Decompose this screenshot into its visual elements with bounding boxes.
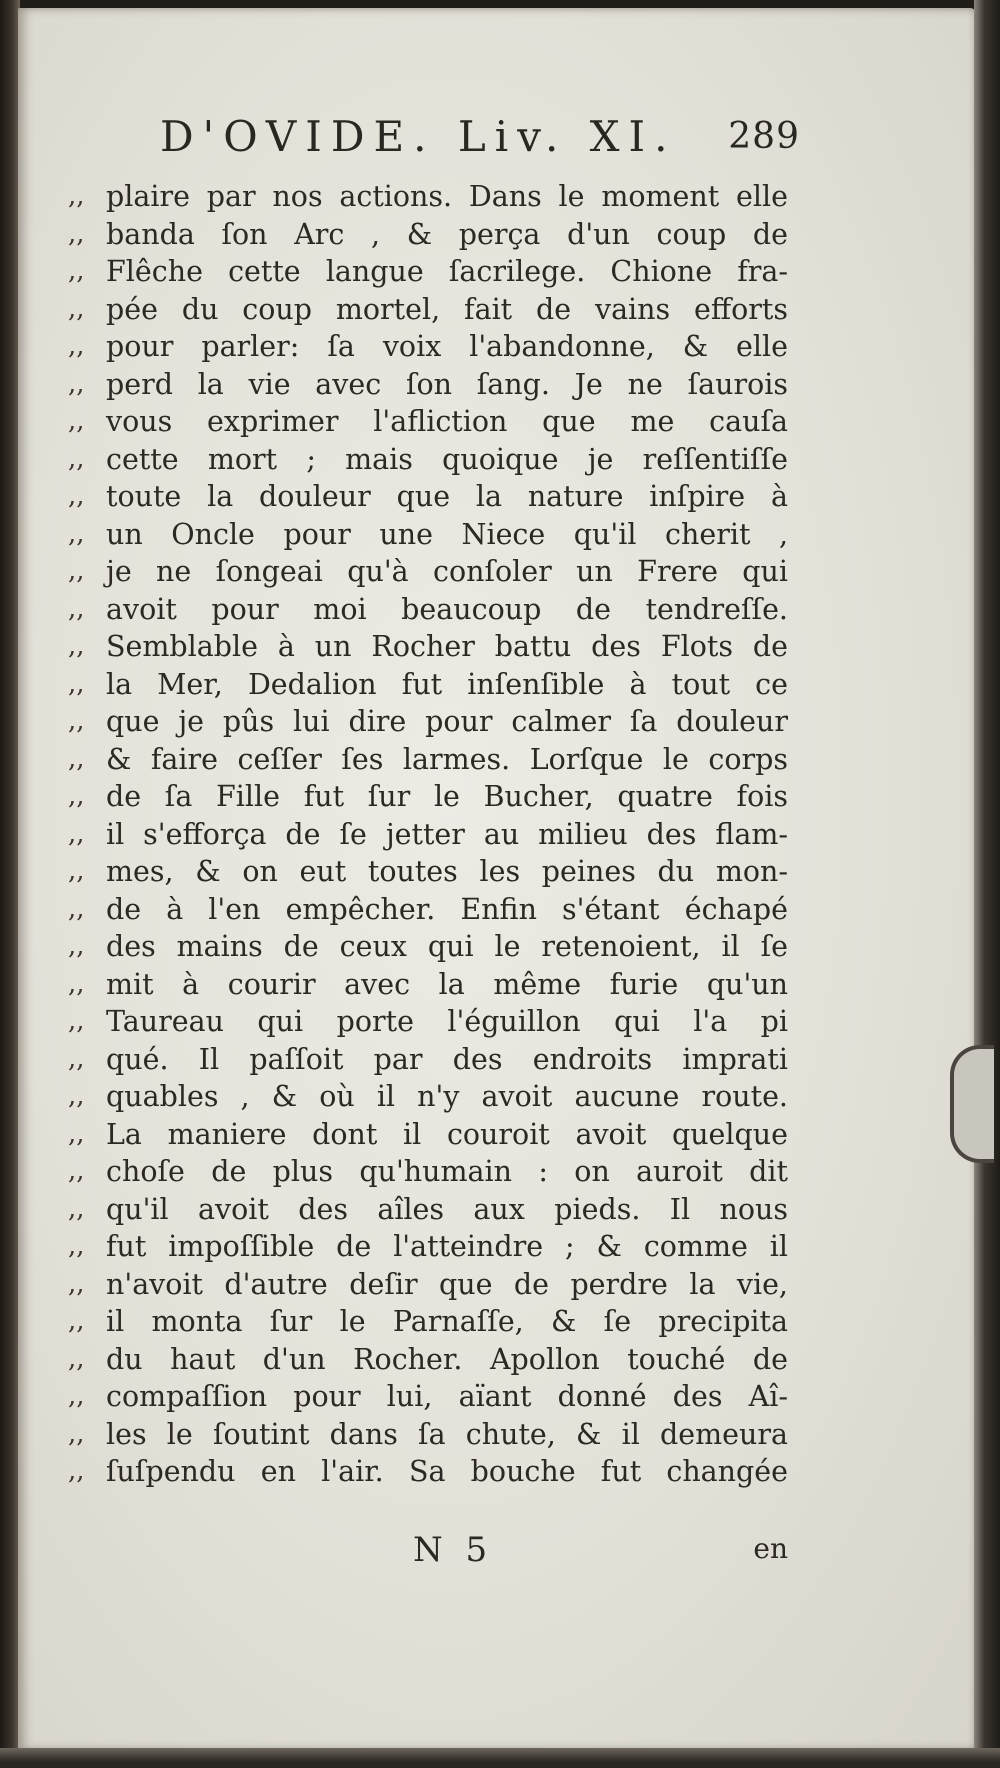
text-line (68, 741, 788, 779)
signature-mark: N 5 (413, 1530, 494, 1570)
line-text: choſe de plus qu'humain : on auroit dit (106, 1155, 788, 1188)
text-line (68, 1078, 788, 1116)
quotation-mark: ,, (68, 1381, 85, 1411)
quotation-mark: ,, (68, 631, 85, 661)
quotation-mark: ,, (68, 331, 85, 361)
line-text: cette mort ; mais quoique je reſſentiſſe (106, 442, 788, 476)
text-line (68, 928, 788, 966)
quotation-mark: ,, (68, 256, 85, 286)
line-text: avoit pour moi beaucoup de tendreſſe. (106, 592, 788, 626)
text-line (68, 1003, 788, 1041)
scan-bottom-border (0, 1748, 1000, 1768)
line-text: que je pûs lui dire pour calmer ſa douleur (106, 705, 788, 738)
text-line (68, 403, 788, 441)
text-line (68, 178, 788, 216)
line-text: compaſſion pour lui, aïant donné des Aî- (106, 1380, 788, 1413)
catchword: en (753, 1532, 788, 1565)
line-text: Semblable à un Rocher battu des Flots de (106, 630, 788, 663)
quotation-mark: ,, (68, 1306, 85, 1336)
text-line (68, 553, 788, 591)
quotation-mark: ,, (68, 1456, 85, 1486)
text-line (68, 816, 788, 854)
line-text: perd la vie avec ſon ſang. Je ne ſaurois (106, 367, 788, 401)
running-title: D'OVIDE. Liv. XI. (160, 112, 677, 161)
quotation-mark: ,, (68, 556, 85, 586)
quotation-mark: ,, (68, 593, 85, 624)
text-line (68, 1228, 788, 1266)
line-text: pour parler: ſa voix l'abandonne, & elle (106, 330, 788, 363)
line-text: il s'efforça de ſe jetter au milieu des flam- (106, 817, 788, 851)
line-text: des mains de ceux qui le retenoient, il ſe (106, 930, 788, 963)
line-text: quables , & où il n'y avoit aucune route. (106, 1080, 788, 1113)
line-text: ſuſpendu en l'air. Sa bouche fut changée (106, 1455, 788, 1488)
line-text: qu'il avoit des aîles aux pieds. Il nous (106, 1192, 788, 1226)
page-clip-tab (950, 1045, 994, 1163)
text-line (68, 1453, 788, 1491)
quotation-mark: ,, (68, 518, 85, 549)
quotation-mark: ,, (68, 1081, 85, 1111)
quotation-mark: ,, (68, 1231, 85, 1261)
line-text: je ne ſongeai qu'à conſoler un Frere qui (106, 555, 788, 588)
page-number: 289 (728, 116, 800, 157)
quotation-mark: ,, (68, 781, 85, 811)
book-spine-shadow (0, 0, 20, 1768)
quotation-mark: ,, (68, 743, 85, 774)
text-line (68, 966, 788, 1004)
text-line (68, 1416, 788, 1454)
quotation-mark: ,, (68, 668, 85, 699)
quotation-mark: ,, (68, 931, 85, 961)
text-line (68, 1041, 788, 1079)
line-text: du haut d'un Rocher. Apollon touché de (106, 1342, 788, 1376)
text-line (68, 1191, 788, 1229)
text-line (68, 891, 788, 929)
text-line (68, 441, 788, 479)
quotation-mark: ,, (68, 1268, 85, 1299)
line-text: la Mer, Dedalion fut inſenſible à tout ce (106, 667, 788, 701)
text-line (68, 366, 788, 404)
line-text: fut impoſſible de l'atteindre ; & comme il (106, 1230, 788, 1263)
line-text: plaire par nos actions. Dans le moment elle (106, 180, 788, 213)
line-text: banda ſon Arc , & perça d'un coup de (106, 217, 788, 251)
text-line (68, 628, 788, 666)
quotation-mark: ,, (68, 1343, 85, 1374)
quotation-mark: ,, (68, 856, 85, 886)
quotation-mark: ,, (68, 481, 85, 511)
line-text: mes, & on eut toutes les peines du mon- (106, 855, 788, 888)
quotation-mark: ,, (68, 368, 85, 399)
quotation-mark: ,, (68, 293, 85, 324)
quotation-mark: ,, (68, 1043, 85, 1074)
book-edge-shadow (974, 0, 1000, 1768)
line-text: La maniere dont il couroit avoit quelque (106, 1117, 788, 1151)
text-line (68, 703, 788, 741)
text-line (68, 216, 788, 254)
page-header (160, 112, 800, 168)
quotation-mark: ,, (68, 443, 85, 474)
quotation-mark: ,, (68, 1193, 85, 1224)
line-text: toute la douleur que la nature inſpire à (106, 480, 788, 513)
text-line (68, 1341, 788, 1379)
text-line (68, 666, 788, 704)
text-line (68, 778, 788, 816)
text-line (68, 516, 788, 554)
text-line (68, 1378, 788, 1416)
line-text: un Oncle pour une Niece qu'il cherit , (106, 517, 788, 551)
body-text (68, 178, 788, 1491)
line-text: mit à courir avec la même furie qu'un (106, 967, 788, 1001)
quotation-mark: ,, (68, 818, 85, 849)
line-text: les le ſoutint dans ſa chute, & il demeura (106, 1417, 788, 1451)
text-line (68, 328, 788, 366)
line-text: de à l'en empêcher. Enfin s'étant échapé (106, 892, 788, 926)
line-text: n'avoit d'autre deſir que de perdre la vie, (106, 1267, 788, 1301)
quotation-mark: ,, (68, 218, 85, 249)
text-line (68, 1303, 788, 1341)
text-line (68, 478, 788, 516)
quotation-mark: ,, (68, 893, 85, 924)
quotation-mark: ,, (68, 1156, 85, 1186)
quotation-mark: ,, (68, 1006, 85, 1036)
quotation-mark: ,, (68, 406, 85, 436)
text-line (68, 853, 788, 891)
text-line (68, 291, 788, 329)
text-line (68, 253, 788, 291)
line-text: Taureau qui porte l'éguillon qui l'a pi (106, 1005, 788, 1038)
line-text: & faire ceſſer ſes larmes. Lorſque le corps (106, 742, 788, 776)
line-text: il monta ſur le Parnaſſe, & ſe precipita (106, 1305, 788, 1338)
line-text: de ſa Fille fut ſur le Bucher, quatre fois (106, 780, 788, 813)
line-text: qué. Il paſſoit par des endroits imprati (106, 1042, 788, 1076)
line-text: pée du coup mortel, fait de vains efforts (106, 292, 788, 326)
text-line (68, 591, 788, 629)
quotation-mark: ,, (68, 968, 85, 999)
quotation-mark: ,, (68, 181, 85, 211)
text-line (68, 1266, 788, 1304)
text-line (68, 1153, 788, 1191)
line-text: vous exprimer l'afliction que me cauſa (106, 405, 788, 438)
quotation-mark: ,, (68, 1418, 85, 1449)
quotation-mark: ,, (68, 1118, 85, 1149)
text-line (68, 1116, 788, 1154)
line-text: Flêche cette langue ſacrilege. Chione fra- (106, 255, 788, 288)
page-footer (68, 1530, 788, 1580)
quotation-mark: ,, (68, 706, 85, 736)
